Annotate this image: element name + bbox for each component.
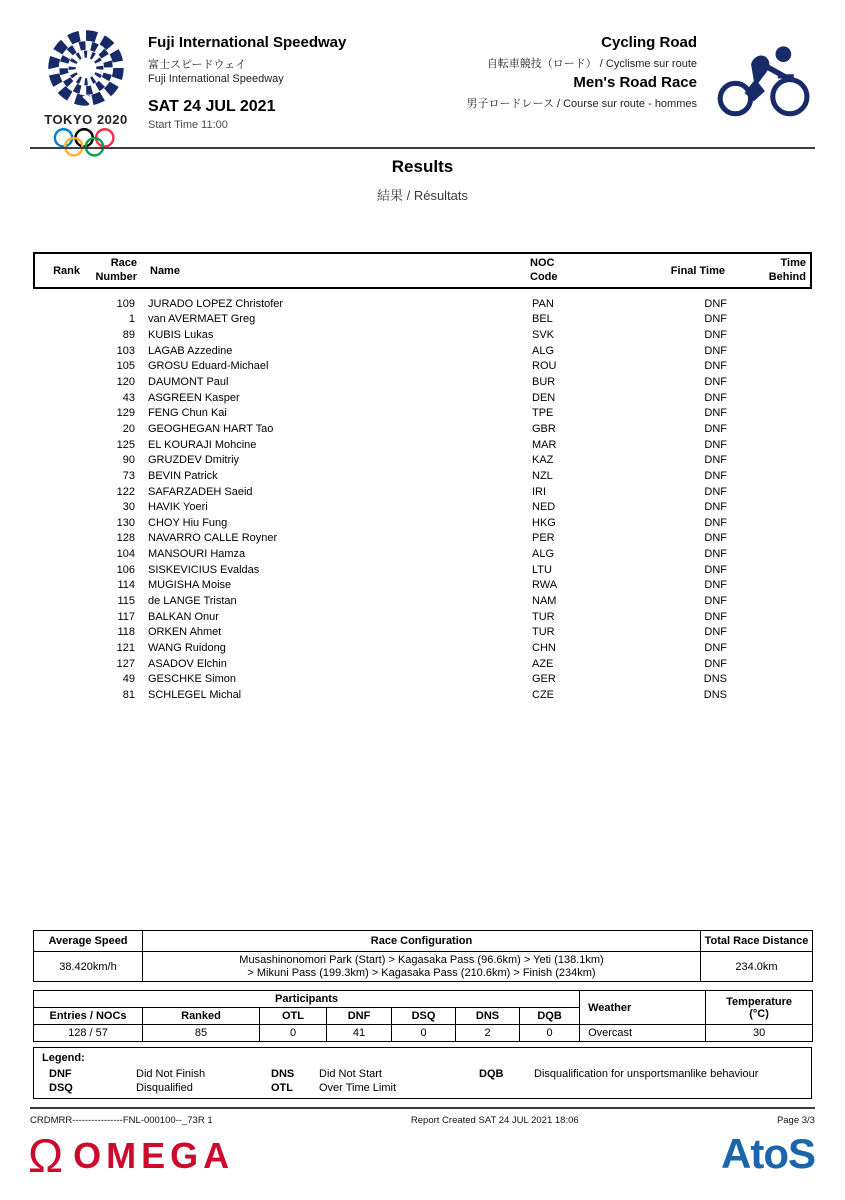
rank-cell	[33, 343, 78, 359]
participants-title: Participants	[34, 991, 580, 1008]
final-time-cell: DNF	[704, 516, 727, 529]
time-behind-cell	[727, 484, 812, 500]
noc-cell: DEN	[532, 391, 556, 404]
time-behind-cell	[727, 562, 812, 578]
name-cell: BALKAN Onur	[148, 610, 219, 623]
document-code: CRDMRR----------------FNL-000100--_73R 1	[30, 1115, 213, 1126]
name-cell: JURADO LOPEZ Christofer	[148, 297, 284, 310]
noc-cell: LTU	[532, 563, 552, 576]
noc-cell: MAR	[532, 438, 557, 451]
noc-cell: ALG	[532, 548, 555, 561]
race-number-cell: 122	[116, 485, 135, 498]
col-rank: Rank	[53, 264, 80, 277]
rank-cell	[33, 468, 78, 484]
legend-code: DNF	[49, 1068, 72, 1080]
tokyo2020-emblem-icon	[44, 26, 128, 110]
name-cell: GESCHKE Simon	[148, 673, 237, 686]
weather-value: Overcast	[580, 1025, 706, 1042]
footer-divider	[30, 1107, 815, 1109]
avg-speed-value: 38.420km/h	[34, 952, 143, 982]
race-number-cell: 114	[117, 579, 135, 592]
final-time-cell: DNF	[704, 376, 727, 389]
name-cell: BEVIN Patrick	[148, 469, 218, 482]
dns-header: DNS	[456, 1008, 520, 1025]
cyclist-pictogram	[716, 42, 812, 125]
rank-cell	[33, 546, 78, 562]
name-cell: SCHLEGEL Michal	[148, 688, 242, 701]
final-time-cell: DNF	[704, 360, 727, 373]
race-number-cell: 130	[116, 516, 135, 529]
result-row	[33, 484, 812, 500]
time-behind-cell	[727, 546, 812, 562]
race-number-cell: 90	[122, 454, 135, 467]
final-time-cell: DNF	[704, 407, 727, 420]
results-rows	[33, 296, 812, 703]
event-title: Men's Road Race	[573, 74, 697, 91]
tokyo2020-wordmark: TOKYO 2020	[44, 112, 128, 127]
rank-cell	[33, 656, 78, 672]
name-cell: LAGAB Azzedine	[148, 344, 233, 357]
name-cell: WANG Ruidong	[148, 641, 226, 654]
legend-code: DQB	[479, 1068, 504, 1080]
result-row	[33, 359, 812, 375]
name-cell: HAVIK Yoeri	[148, 501, 208, 514]
race-config-header: Race Configuration	[143, 931, 701, 952]
rank-cell	[33, 671, 78, 687]
rank-cell	[33, 578, 78, 594]
name-cell: KUBIS Lukas	[148, 329, 214, 342]
name-cell: ORKEN Ahmet	[148, 626, 222, 639]
rank-cell	[33, 484, 78, 500]
result-row	[33, 671, 812, 687]
noc-cell: TUR	[532, 626, 555, 639]
name-cell: NAVARRO CALLE Royner	[148, 532, 278, 545]
result-row	[33, 609, 812, 625]
final-time-cell: DNF	[704, 641, 727, 654]
time-behind-cell	[727, 687, 812, 703]
name-cell: GROSU Eduard-Michael	[148, 360, 269, 373]
final-time-cell: DNF	[704, 422, 727, 435]
name-cell: FENG Chun Kai	[148, 407, 227, 420]
noc-cell: BUR	[532, 376, 556, 389]
rank-cell	[33, 593, 78, 609]
final-time-cell: DNF	[704, 563, 727, 576]
noc-cell: IRI	[532, 485, 547, 498]
ranked-value: 85	[143, 1025, 260, 1042]
final-time-cell: DNF	[704, 610, 727, 623]
rank-cell	[33, 390, 78, 406]
time-behind-cell	[727, 405, 812, 421]
time-behind-cell	[727, 656, 812, 672]
race-number-cell: 128	[116, 532, 135, 545]
result-row	[33, 343, 812, 359]
venue-title-japanese: 富士スピードウェイ	[148, 59, 247, 71]
olympic-rings-icon	[52, 128, 120, 158]
final-time-cell: DNF	[704, 626, 727, 639]
final-time-cell: DNF	[704, 313, 727, 326]
legend-desc: Disqualified	[136, 1082, 193, 1094]
time-behind-cell	[727, 437, 812, 453]
result-row	[33, 515, 812, 531]
time-behind-cell	[727, 671, 812, 687]
dsq-value: 0	[392, 1025, 456, 1042]
final-time-cell: DNF	[704, 344, 727, 357]
final-time-cell: DNF	[704, 657, 727, 670]
rank-cell	[33, 405, 78, 421]
noc-cell: PER	[532, 532, 555, 545]
final-time-cell: DNF	[704, 329, 727, 342]
rank-cell	[33, 374, 78, 390]
discipline-title: Cycling Road	[601, 34, 697, 51]
report-created: Report Created SAT 24 JUL 2021 18:06	[410, 1115, 579, 1126]
discipline-subtitle: 自転車競技（ロード） / Cyclisme sur route	[486, 58, 697, 70]
legend-desc: Did Not Start	[319, 1068, 382, 1080]
omega-wordmark: OMEGA	[73, 1135, 235, 1176]
noc-cell: TPE	[532, 407, 554, 420]
rank-cell	[33, 640, 78, 656]
race-number-cell: 117	[117, 610, 135, 623]
dqb-value: 0	[520, 1025, 580, 1042]
result-row	[33, 296, 812, 312]
race-number-cell: 127	[116, 657, 135, 670]
col-name: Name	[150, 264, 180, 277]
result-row	[33, 421, 812, 437]
result-row	[33, 593, 812, 609]
final-time-cell: DNF	[704, 548, 727, 561]
race-config-value	[143, 952, 701, 982]
temperature-value: 30	[706, 1025, 813, 1042]
avg-speed-header: Average Speed	[34, 931, 143, 952]
time-behind-cell	[727, 421, 812, 437]
result-row	[33, 452, 812, 468]
col-time-behind: Time Behind	[768, 257, 806, 283]
name-cell: MUGISHA Moise	[148, 579, 232, 592]
result-row	[33, 624, 812, 640]
weather-header: Weather	[580, 991, 706, 1025]
rank-cell	[33, 515, 78, 531]
rank-cell	[33, 499, 78, 515]
entries-nocs-value: 128 / 57	[34, 1025, 143, 1042]
race-number-cell: 121	[116, 641, 135, 654]
name-cell: DAUMONT Paul	[148, 376, 229, 389]
result-row	[33, 312, 812, 328]
name-cell: van AVERMAET Greg	[148, 313, 256, 326]
participants-table	[33, 990, 813, 1042]
result-row	[33, 499, 812, 515]
final-time-cell: DNF	[704, 438, 727, 451]
noc-cell: ALG	[532, 344, 555, 357]
name-cell: SISKEVICIUS Evaldas	[148, 563, 260, 576]
legend-desc: Over Time Limit	[319, 1082, 397, 1094]
rank-cell	[33, 312, 78, 328]
legend-box	[33, 1047, 812, 1099]
entries-nocs-header: Entries / NOCs	[34, 1008, 143, 1025]
result-row	[33, 468, 812, 484]
final-time-cell: DNS	[703, 688, 727, 701]
col-final-time: Final Time	[670, 264, 725, 277]
race-info-table	[33, 930, 813, 982]
race-config-line2: > Mikuni Pass (199.3km) > Kagasaka Pass (210.6km) > Finish (234km)	[247, 966, 596, 979]
dsq-header: DSQ	[392, 1008, 456, 1025]
title-block	[0, 157, 845, 204]
header-divider	[30, 147, 815, 149]
dns-value: 2	[456, 1025, 520, 1042]
result-row	[33, 327, 812, 343]
noc-cell: GBR	[532, 422, 556, 435]
legend-grid	[34, 1067, 811, 1095]
col-noc-code: NOC Code	[530, 257, 558, 283]
rank-cell	[33, 359, 78, 375]
time-behind-cell	[727, 374, 812, 390]
race-number-cell: 120	[116, 376, 135, 389]
race-number-cell: 118	[117, 626, 135, 639]
omega-symbol-icon: Ω	[28, 1129, 64, 1182]
result-row	[33, 531, 812, 547]
final-time-cell: DNF	[704, 501, 727, 514]
name-cell: MANSOURI Hamza	[148, 548, 246, 561]
name-cell: CHOY Hiu Fung	[148, 516, 228, 529]
start-time: Start Time 11:00	[148, 119, 228, 131]
noc-cell: SVK	[532, 329, 555, 342]
event-date: SAT 24 JUL 2021	[148, 98, 276, 115]
name-cell: de LANGE Tristan	[148, 594, 237, 607]
legend-desc: Did Not Finish	[136, 1068, 206, 1080]
footer-meta	[30, 1115, 815, 1126]
result-row	[33, 405, 812, 421]
time-behind-cell	[727, 531, 812, 547]
col-race-number: Race Number	[95, 257, 137, 283]
time-behind-cell	[727, 624, 812, 640]
race-number-cell: 1	[128, 313, 135, 326]
result-row	[33, 578, 812, 594]
result-row	[33, 546, 812, 562]
time-behind-cell	[727, 359, 812, 375]
final-time-cell: DNF	[704, 469, 727, 482]
race-number-cell: 109	[116, 297, 135, 310]
rank-cell	[33, 687, 78, 703]
noc-cell: AZE	[532, 657, 554, 670]
noc-cell: NAM	[532, 594, 557, 607]
result-row	[33, 640, 812, 656]
noc-cell: ROU	[532, 360, 557, 373]
final-time-cell: DNF	[704, 454, 727, 467]
rank-cell	[33, 437, 78, 453]
tokyo2020-logo-block	[32, 26, 140, 158]
race-number-cell: 104	[116, 548, 135, 561]
name-cell: ASADOV Elchin	[148, 657, 227, 670]
result-row	[33, 656, 812, 672]
time-behind-cell	[727, 296, 812, 312]
results-table	[33, 252, 812, 703]
noc-cell: NED	[532, 501, 556, 514]
rank-cell	[33, 296, 78, 312]
noc-cell: CHN	[532, 641, 556, 654]
name-cell: ASGREEN Kasper	[148, 391, 240, 404]
race-number-cell: 30	[122, 501, 135, 514]
name-cell: SAFARZADEH Saeid	[148, 485, 253, 498]
noc-cell: RWA	[532, 579, 558, 592]
dqb-header: DQB	[520, 1008, 580, 1025]
page-title: Results	[391, 157, 454, 176]
legend-desc: Disqualification for unsportsmanlike behaviour	[534, 1068, 759, 1080]
final-time-cell: DNF	[704, 532, 727, 545]
result-row	[33, 562, 812, 578]
time-behind-cell	[727, 312, 812, 328]
result-row	[33, 687, 812, 703]
dnf-header: DNF	[327, 1008, 392, 1025]
final-time-cell: DNS	[703, 673, 727, 686]
race-number-cell: 115	[117, 594, 135, 607]
final-time-cell: DNF	[704, 485, 727, 498]
race-number-cell: 105	[116, 360, 135, 373]
noc-cell: KAZ	[532, 454, 554, 467]
name-cell: EL KOURAJI Mohcine	[148, 438, 257, 451]
race-number-cell: 81	[122, 688, 135, 701]
final-time-cell: DNF	[704, 579, 727, 592]
rank-cell	[33, 562, 78, 578]
time-behind-cell	[727, 390, 812, 406]
legend-code: DNS	[271, 1068, 295, 1080]
noc-cell: CZE	[532, 688, 554, 701]
page-subtitle: 結果 / Résultats	[376, 188, 469, 203]
event-block	[467, 34, 698, 111]
venue-title: Fuji International Speedway	[148, 34, 347, 51]
omega-logo	[28, 1129, 235, 1182]
ranked-header: Ranked	[143, 1008, 260, 1025]
race-number-cell: 49	[122, 673, 135, 686]
time-behind-cell	[727, 327, 812, 343]
race-number-cell: 43	[122, 391, 135, 404]
rank-cell	[33, 421, 78, 437]
rank-cell	[33, 327, 78, 343]
time-behind-cell	[727, 515, 812, 531]
final-time-cell: DNF	[704, 594, 727, 607]
time-behind-cell	[727, 468, 812, 484]
legend-code: DSQ	[49, 1082, 73, 1094]
result-row	[33, 437, 812, 453]
noc-cell: NZL	[532, 469, 553, 482]
name-cell: GRUZDEV Dmitriy	[148, 454, 240, 467]
race-config-line1: Musashinonomori Park (Start) > Kagasaka Pass (96.6km) > Yeti (138.1km)	[239, 953, 604, 966]
noc-cell: BEL	[532, 313, 553, 326]
event-subtitle: 男子ロードレース / Course sur route - hommes	[466, 98, 697, 110]
rank-cell	[33, 609, 78, 625]
otl-value: 0	[260, 1025, 327, 1042]
venue-block	[148, 34, 346, 131]
distance-header: Total Race Distance	[701, 931, 813, 952]
time-behind-cell	[727, 343, 812, 359]
time-behind-cell	[727, 578, 812, 594]
time-behind-cell	[727, 609, 812, 625]
noc-cell: GER	[532, 673, 556, 686]
time-behind-cell	[727, 499, 812, 515]
time-behind-cell	[727, 593, 812, 609]
race-number-cell: 20	[122, 422, 135, 435]
race-number-cell: 73	[122, 469, 135, 482]
noc-cell: PAN	[532, 297, 554, 310]
page-number: Page 3/3	[776, 1115, 815, 1126]
rank-cell	[33, 452, 78, 468]
otl-header: OTL	[260, 1008, 327, 1025]
final-time-cell: DNF	[704, 391, 727, 404]
race-number-cell: 106	[116, 563, 135, 576]
race-number-cell: 103	[116, 344, 135, 357]
legend-title: Legend:	[42, 1052, 85, 1064]
cyclist-pictogram-icon	[716, 42, 812, 120]
race-number-cell: 129	[116, 407, 135, 420]
race-number-cell: 125	[116, 438, 135, 451]
noc-cell: HKG	[532, 516, 556, 529]
time-behind-cell	[727, 640, 812, 656]
dnf-value: 41	[327, 1025, 392, 1042]
name-cell: GEOGHEGAN HART Tao	[148, 422, 274, 435]
result-row	[33, 390, 812, 406]
legend-code: OTL	[271, 1082, 293, 1094]
final-time-cell: DNF	[704, 297, 727, 310]
temperature-header: Temperature (°C)	[706, 991, 813, 1025]
time-behind-cell	[727, 452, 812, 468]
rank-cell	[33, 624, 78, 640]
atos-logo: AtoS	[721, 1130, 815, 1177]
results-header-row	[33, 252, 812, 289]
race-number-cell: 89	[122, 329, 135, 342]
result-row	[33, 374, 812, 390]
venue-title-french: Fuji International Speedway	[148, 73, 284, 85]
distance-value: 234.0km	[701, 952, 813, 982]
noc-cell: TUR	[532, 610, 555, 623]
rank-cell	[33, 531, 78, 547]
